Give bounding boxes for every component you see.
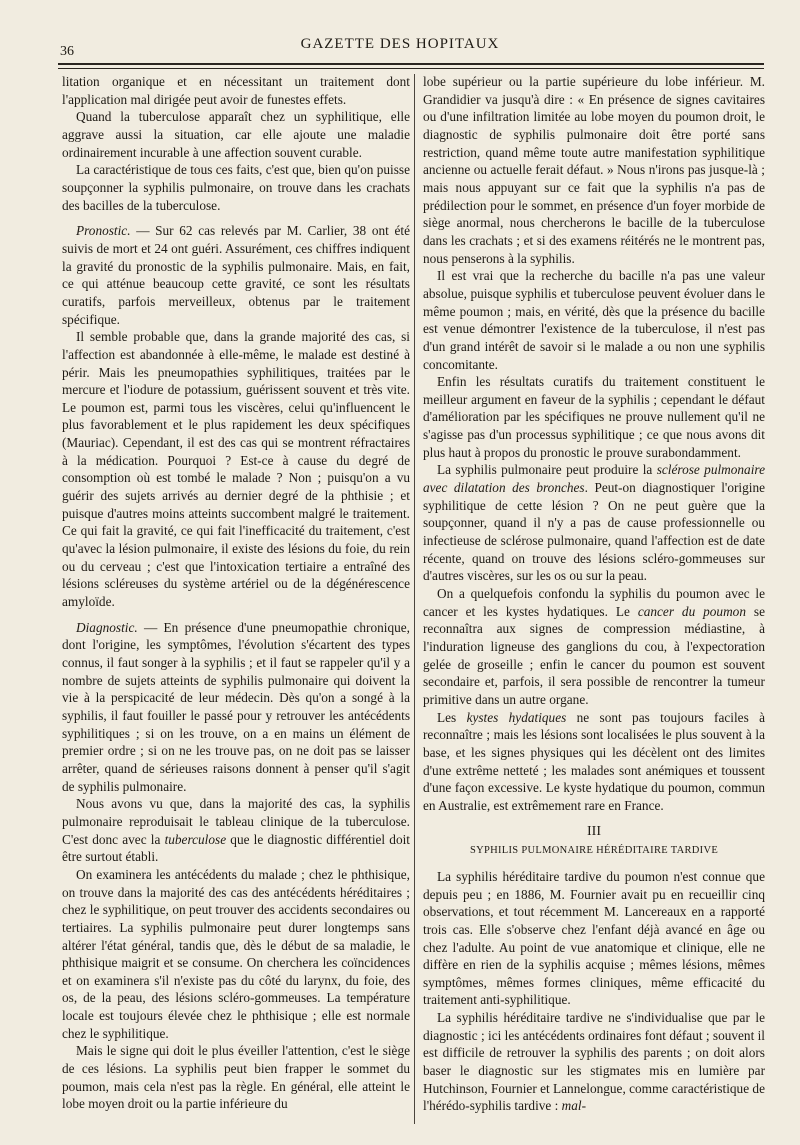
- paragraph-text: La syphilis pulmonaire peut produire la: [437, 462, 657, 478]
- paragraph-text: Nous avons vu que, dans la majorité des cas, la syphilis pulmonaire reproduisait le tableau clinique de la tuberculose. C'est donc avec la: [62, 796, 410, 847]
- paragraph: [423, 585, 765, 709]
- header-rule-thin: [58, 68, 764, 69]
- paragraph: Il semble probable que, dans la grande majorité des cas, si l'affection est abandonnée à elle-même, le malade est destiné à périr. Mais les pneumopathies syphilitiques, traitées par le mercure et l'iodure de potassium, guérissent souvent et très vite. Le poumon est, parmi tous les viscères, celui qu'influencent le plus favorablement et le plus rapidement les deux spécifiques (Mauriac). Cependant, il est des cas qui se montrent réfractaires à la médication. Pourquoi ? Est-ce à cause du degré de consomption où est tombé le malade ? Non ; puisqu'on a vu guérir des sujets arrivés au dernier degré de la phthisie ; et puisque d'autres moins atteints succombent malgré le traitement. Ce qui fait la gravité, ce qui fait l'inefficacité du traitement, c'est qu'avec la lésion pulmonaire, il existe des lésions du foie, du rein ou du cerveau ; c'est que l'intoxication tertiaire a entraîné des lésions scléreuses du système artériel ou de la dégénérescence amyloïde.: [62, 329, 410, 610]
- prognosis-heading: Pronostic.: [76, 223, 131, 239]
- italic-term: mal-: [561, 1098, 587, 1114]
- paragraph: La syphilis héréditaire tardive du poumon n'est connue que depuis peu ; en 1886, M. Fournier avait pu en recueillir cinq observations, et tout récemment M. Lancereaux en a rapporté trois cas. Elle s'observe chez l'enfant déjà avancé en âge ou chez l'adulte. Au point de vue anatomique et clinique, elle ne diffère en rien de la syphilis acquise ; mêmes lésions, mêmes symptômes, mêmes formes cliniques, même efficacité du traitement anti-syphilitique.: [423, 868, 765, 1008]
- paragraph: Enfin les résultats curatifs du traitement constituent le meilleur argument en faveur de la syphilis ; cependant le défaut d'amélioration par les spécifiques ne prouve nullement qu'il ne s'agisse pas d'un processus syphilitique ; ce que nous avons dit plus haut à propos du pronostic le prouve surabondamment.: [423, 374, 765, 460]
- section-title: SYPHILIS PULMONAIRE HÉRÉDITAIRE TARDIVE: [469, 845, 719, 857]
- paragraph-text: — Sur 62 cas relevés par M. Carlier, 38 ont été suivis de mort et 24 ont guéri. Assurément, ces chiffres indiquent la gravité du pronostic de la syphilis pulmonaire. Mais, en fait, ce qui atténue beaucoup cette gravité, ce sont les résultats curatifs, parfois merveilleux, obtenus par le traitement spécifique.: [62, 223, 410, 327]
- section-number: III: [587, 823, 601, 839]
- paragraph: Mais le signe qui doit le plus éveiller l'attention, c'est le siège de ces lésions. La syphilis peut bien frapper le sommet du poumon, mais cela n'est pas la règle. En général, elle atteint le lobe moyen droit ou la partie inférieure du: [62, 1043, 410, 1112]
- right-column: [423, 73, 765, 1115]
- diagnosis-heading: Diagnostic.: [76, 619, 138, 635]
- paragraph-text: — En présence d'une pneumopathie chronique, dont l'origine, les symptômes, l'évolution s'écartent des types connus, il faut songer à la syphilis ; et il faut se rappeler qu'il y a nombre de sujets atteints de syphilis pulmonaire qui doivent la vie à la perspicacité de leur médecin. Dès qu'on a songé à la syphilis, il faut fouiller le passé pour y retrouver les antécédents syphilitiques ; si on les trouve, on a en mains un élément de premier ordre ; si on ne les trouve pas, on ne doit pas se laisser arrêter, quand de sérieuses raisons donnent à penser qu'il s'agit de syphilis pulmonaire.: [62, 619, 410, 794]
- header-rule-thick: [58, 63, 764, 65]
- paragraph: [62, 795, 410, 866]
- paragraph-text: se reconnaîtra aux signes de compression médiastine, à l'induration ligneuse des ganglions du cou, à l'expectoration gelée de groseille ; enfin le cancer du poumon est souvent secondaire et, parfois, il sera possible de rencontrer la tumeur primitive dans un autre organe.: [423, 603, 765, 707]
- paragraph: La caractéristique de tous ces faits, c'est que, bien qu'on puisse soupçonner la syphilis pulmonaire, on trouve dans les crachats des bacilles de la tuberculose.: [62, 162, 410, 213]
- paragraph: Il est vrai que la recherche du bacille n'a pas une valeur absolue, puisque syphilis et tuberculose peuvent évoluer dans le même poumon ; mais, en vérité, dès que la présence du bacille est venue démontrer l'existence de la tuberculose, il n'est pas d'un grand intérêt de savoir si le malade a ou non une syphilis concomitante.: [423, 268, 765, 372]
- diagnosis-paragraph: [62, 619, 410, 796]
- paragraph-text: . Peut-on diagnostiquer l'origine syphilitique de cette lésion ? On ne peut guère que la soupçonner, quand il n'y a pas de cause professionnelle ou infectieuse de sclérose pulmonaire, quand l'affection est de date récente, quand on trouve des lésions scléro-gommeuses sur d'autres viscères, sur les os ou sur la peau.: [423, 480, 765, 584]
- italic-term: tuberculose: [164, 831, 227, 847]
- paragraph: lobe supérieur ou la partie supérieure du lobe inférieur. M. Grandidier va jusqu'à dire : « En présence de signes cavitaires ou d'une infiltration limitée au lobe moyen du poumon droit, le diagnostic de syphilis pulmonaire doit être porté sans restriction, quand même toute autre manifestation syphilitique ancienne ou actuelle ferait défaut. » Nous n'irons pas jusque-là ; mais nous appuyant sur ce fait que la syphilis n'a pas de prédilection pour le sommet, en présence d'un foyer morbide de siège anormal, nous chercherons le bacille de la tuberculose dans les crachats ; et si des examens réitérés ne le montrent pas, nous penserons à la syphilis.: [423, 74, 765, 266]
- paragraph: [423, 1009, 765, 1115]
- italic-term: sclérose pulmonaire avec dilatation des bronches: [423, 462, 765, 496]
- paragraph: Quand la tuberculose apparaît chez un syphilitique, elle aggrave aussi la situation, car elle ajoute une maladie ordinairement incurable à une affection souvent curable.: [62, 109, 410, 160]
- italic-term: kystes hydatiques: [466, 709, 567, 725]
- paragraph-text: ne sont pas toujours faciles à reconnaître ; mais les lésions sont localisées le plus souvent à la base, et les signes physiques qui les décèlent ont des limites d'une extrême netteté ; les malades sont anémiques et toussent d'une façon excessive. Le kyste hydatique du poumon, commun en Australie, est extrêmement rare en France.: [423, 709, 766, 813]
- column-divider: [414, 74, 415, 1124]
- paragraph-text: Les: [437, 709, 467, 725]
- paragraph-text: que le diagnostic différentiel doit être surtout établi.: [62, 831, 410, 865]
- paragraph: [423, 461, 765, 585]
- running-title: GAZETTE DES HOPITAUX: [300, 36, 500, 52]
- page-number: 36: [60, 44, 74, 59]
- paragraph-text: On a quelquefois confondu la syphilis du poumon avec le cancer et les kystes hydatiques. Le: [423, 586, 765, 619]
- paragraph-text: La syphilis héréditaire tardive ne s'individualise que par le diagnostic ; ici les antécédents ordinaires font défaut ; souvent il est difficile de retrouver la syphilis des parents ; on doit alors baser le diagnostic sur les stigmates mis en lumière par Hutchinson, Fournier et Lannelongue, comme caractéristique de l'hérédo-syphilis tardive :: [423, 1010, 765, 1114]
- italic-term: cancer du poumon: [637, 603, 746, 619]
- paragraph: litation organique et en nécessitant un traitement dont l'application mal dirigée peut avoir de funestes effets.: [62, 74, 410, 107]
- left-column: [62, 73, 410, 1113]
- prognosis-paragraph: [62, 222, 410, 328]
- paragraph: On examinera les antécédents du malade ; chez le phthisique, on trouve dans la majorité des cas des antécédents héréditaires ; chez le syphilitique, on peut trouver des accidents secondaires ou tertiaires. La syphilis pulmonaire peut durer longtemps sans altérer l'état général, tandis que, dès le début de sa maladie, le phthisique maigrit et se consume. On cherchera les coïncidences et on examinera s'il n'existe pas du côté du larynx, du foie, des os, de la peau, des lésions scléro-gommeuses. La température locale est toujours élevée chez le phthisique ; elle est normale chez le syphilitique.: [62, 866, 410, 1041]
- paragraph: [423, 709, 765, 815]
